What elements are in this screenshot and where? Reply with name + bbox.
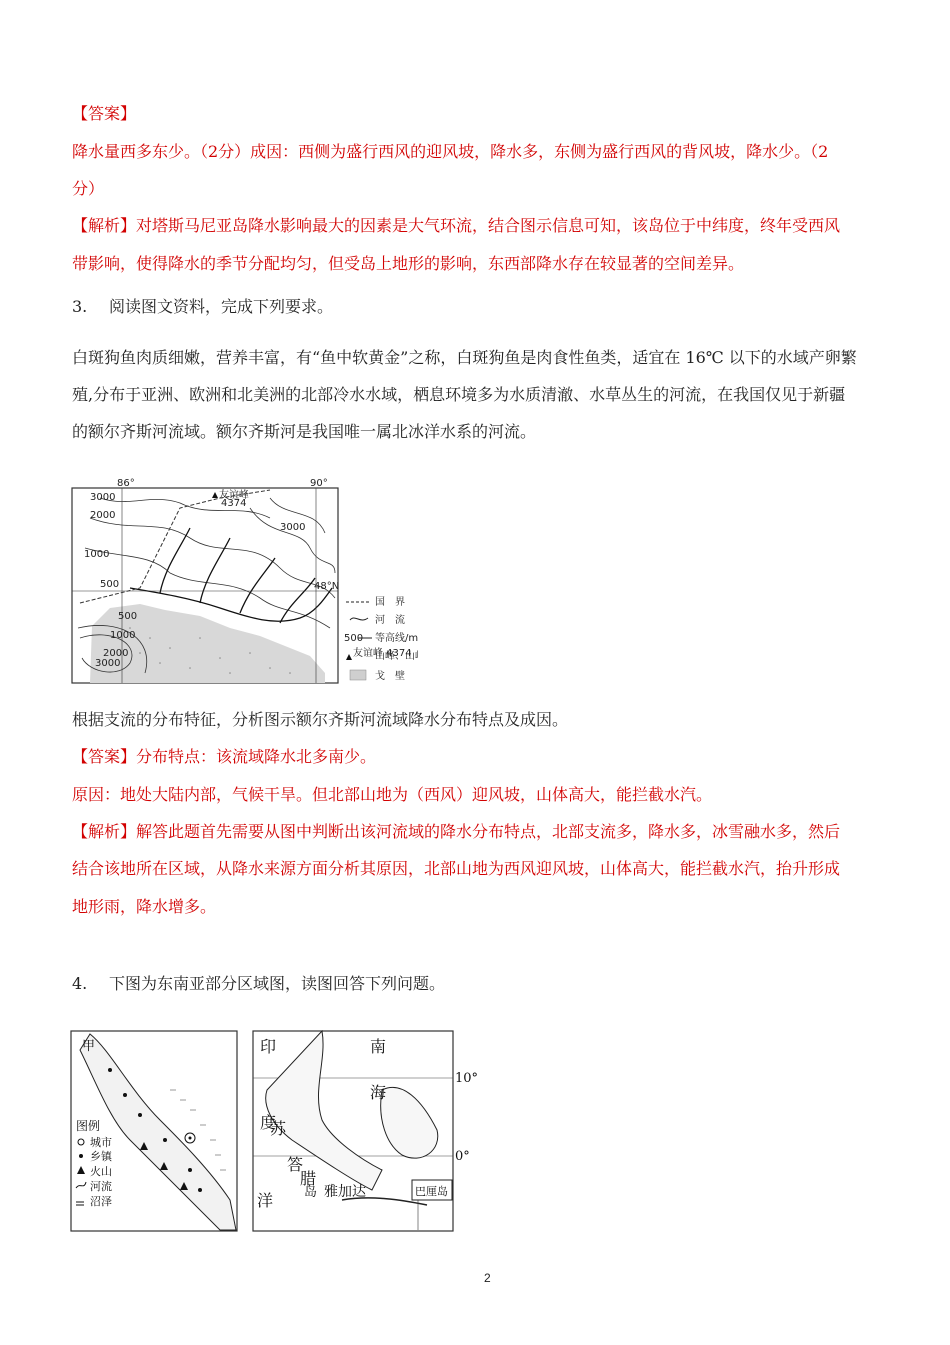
q3-paragraph-line1: 白斑狗鱼肉质细嫩，营养丰富，有“鱼中软黄金”之称，白斑狗鱼是肉食性鱼类，适宜在 16℃ 以下的水域产卵繁 [72, 348, 857, 367]
svg-text:火山: 火山 [90, 1165, 112, 1178]
contour-label: 1000 [110, 630, 136, 641]
svg-text:山峰、山峰高程/m: 山峰、山 [375, 651, 415, 662]
q4-prompt: 下图为东南亚部分区域图，读图回答下列问题。 [109, 974, 446, 993]
contour-label: 3000 [90, 492, 116, 503]
page-number: 2 [484, 1271, 491, 1285]
sumatra-legend-map [70, 1030, 238, 1232]
svg-text:戈 壁: 戈 壁 [375, 671, 405, 682]
q3-number: 3. [72, 297, 88, 316]
lat-0-label: 0° [455, 1149, 470, 1164]
svg-text:友谊峰 4374: 友谊峰 4374 [353, 648, 412, 659]
contour-label: 2000 [103, 648, 129, 659]
peak-elev: 4374 [221, 498, 247, 509]
q3-analysis-line2: 结合该地所在区域，从降水来源方面分析其原因，北部山地为西风迎风坡，山体高大，能拦截水汽，抬升形成 [72, 859, 841, 878]
svg-text:印: 印 [260, 1037, 277, 1056]
contour-label: 500 [118, 611, 138, 622]
jakarta-label: 雅加达 [324, 1184, 366, 1200]
lon-86-label: 86° [117, 478, 135, 489]
q2-answer-line2: 分） [72, 179, 105, 198]
contour-label: 1000 [84, 549, 110, 560]
q2-answer-line1: 降水量西多东少。（2分）成因：西侧为盛行西风的迎风坡，降水多，东侧为盛行西风的背风坡，降水少。（2 [72, 142, 829, 161]
contour-label: 500 [100, 579, 120, 590]
svg-text:南: 南 [370, 1037, 387, 1056]
q3-answer-text: 分布特点：该流域降水北多南少。 [136, 747, 377, 766]
q3-paragraph-line2: 殖,分布于亚洲、欧洲和北美洲的北部冷水水域，栖息环境多为水质清澈、水草丛生的河流，在我国仅见于新疆 [72, 385, 846, 404]
gobi-icon [350, 670, 366, 680]
q3-question: 根据支流的分布特征，分析图示额尔齐斯河流域降水分布特点及成因。 [72, 710, 569, 729]
svg-text:河 流: 河 流 [375, 615, 405, 626]
river-icon [350, 618, 368, 620]
q4-number: 4. [72, 974, 88, 993]
svg-text:乡镇: 乡镇 [90, 1150, 112, 1163]
contour-label: 3000 [280, 522, 306, 533]
svg-text:沼泽: 沼泽 [90, 1195, 112, 1208]
svg-text:岛: 岛 [304, 1185, 318, 1200]
svg-text:洋: 洋 [257, 1191, 274, 1210]
svg-text:苏: 苏 [270, 1119, 287, 1138]
q3-reason: 原因：地处大陆内部，气候干旱。但北部山地为（西风）迎风坡，山体高大，能拦截水汽。 [72, 785, 713, 804]
q2-analysis-line2: 带影响，使得降水的季节分配均匀，但受岛上地形的影响，东西部降水存在较显著的空间差异。 [72, 254, 745, 273]
svg-text:海: 海 [370, 1083, 387, 1102]
contour-label: 2000 [90, 510, 116, 521]
q3-answer-tag: 【答案】 [72, 747, 137, 766]
svg-text:河流: 河流 [90, 1180, 112, 1193]
q2-answer-tag: 【答案】 [72, 104, 137, 123]
svg-text:腊: 腊 [300, 1169, 317, 1188]
svg-text:500: 500 [344, 633, 364, 644]
peak-name: 友谊峰 [219, 490, 249, 501]
svg-text:答: 答 [287, 1155, 304, 1174]
q3-analysis-line1: 【解析】解答此题首先需要从图中判断出该河流域的降水分布特点，北部支流多，降水多，冰雪融水多，然后 [72, 822, 841, 841]
town-icon [79, 1154, 83, 1158]
lat-10-label: 10° [455, 1071, 477, 1086]
map-legend [344, 596, 418, 682]
svg-text:城市: 城市 [90, 1136, 112, 1149]
q2-analysis-line1: 【解析】对塔斯马尼亚岛降水影响最大的因素是大气环流，结合图示信息可知，该岛位于中纬度，终年受西风 [72, 216, 841, 235]
contour-label: 3000 [95, 658, 121, 669]
q3-prompt: 阅读图文资料，完成下列要求。 [109, 297, 334, 316]
lon-90-label: 90° [310, 478, 328, 489]
peak-icon [346, 654, 352, 660]
left-map-legend-title: 图例 [76, 1119, 101, 1133]
svg-text:国 界: 国 界 [375, 597, 405, 608]
left-map-top-char: 甲 [82, 1039, 96, 1054]
lat-48-label: 48°N [314, 581, 340, 592]
svg-text:度: 度 [260, 1113, 277, 1132]
q3-answer [72, 746, 376, 768]
irtysh-map-svg [70, 478, 418, 686]
irtysh-river-map [70, 478, 418, 686]
q3-analysis-line3: 地形雨，降水增多。 [72, 897, 217, 916]
svg-text:等高线/m: 等高线/m [375, 633, 418, 644]
q3-paragraph-line3: 的额尔齐斯河流域。额尔齐斯河是我国唯一属北冰洋水系的河流。 [72, 422, 537, 441]
southeast-asia-map [252, 1030, 477, 1232]
bali-label: 巴厘岛 [415, 1185, 448, 1198]
